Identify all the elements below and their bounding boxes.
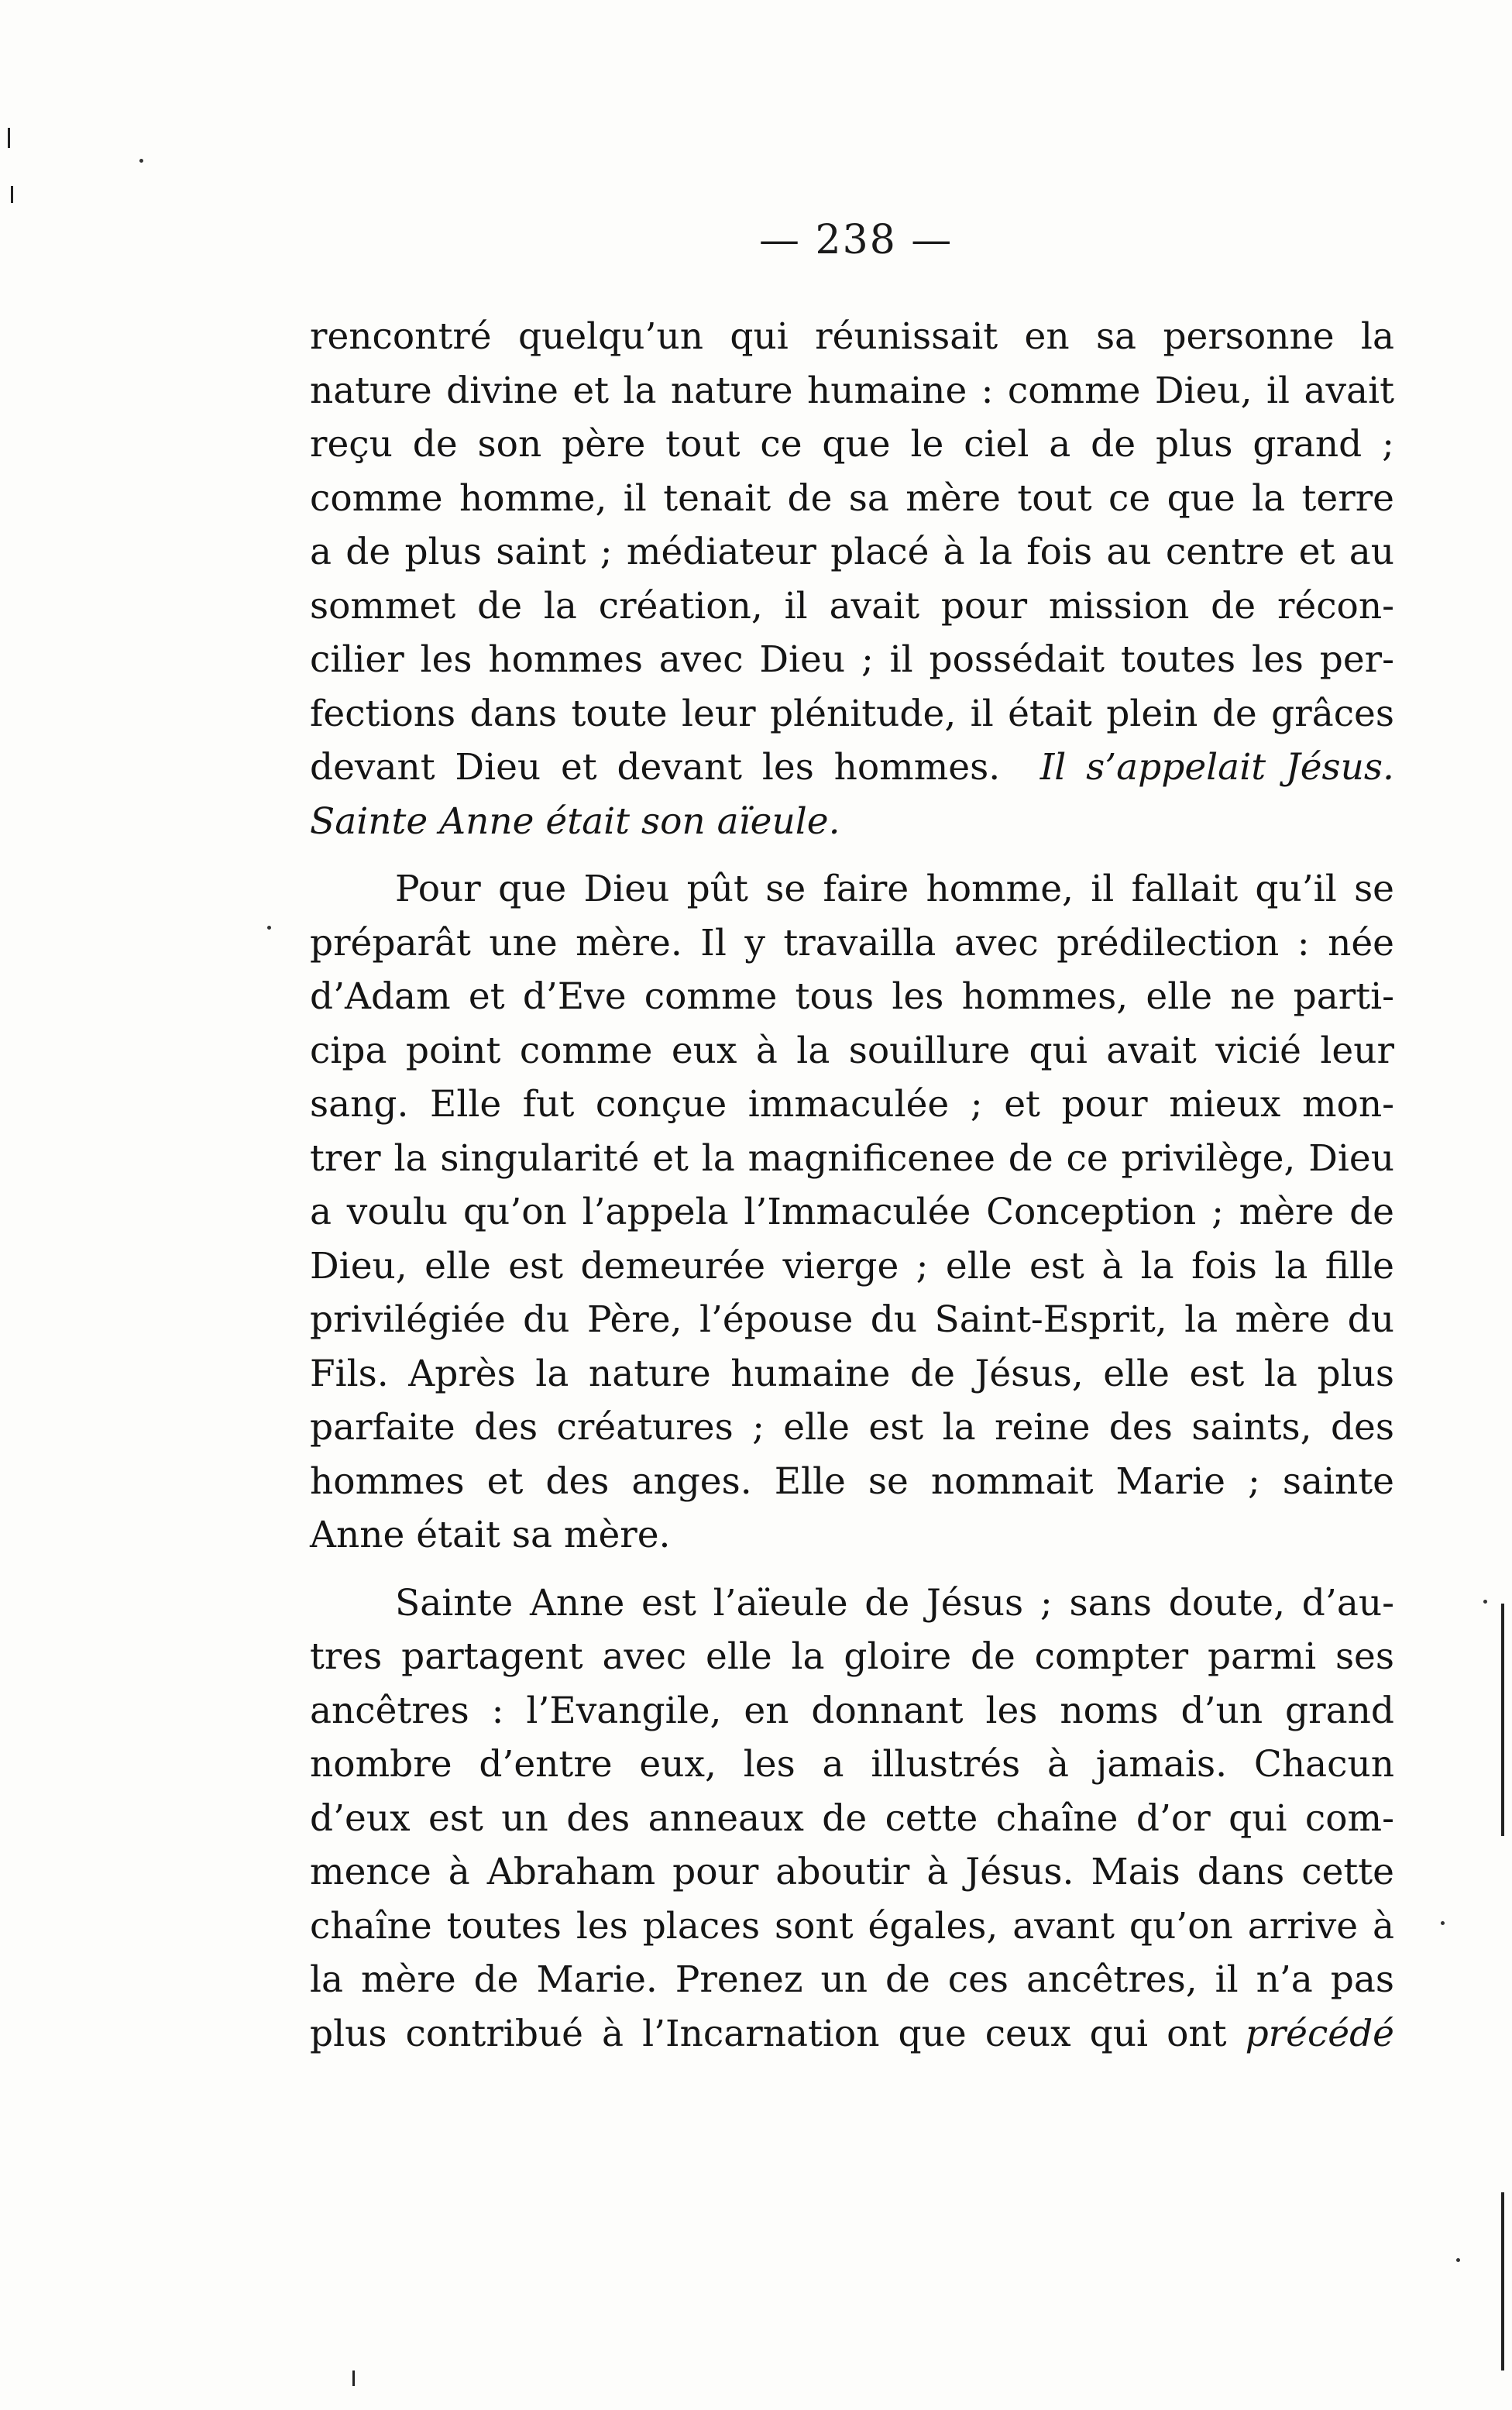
body-text: [310, 310, 1394, 2061]
text-line: Dieu, elle est demeurée vierge ; elle est à la fois la fille: [310, 1244, 1394, 1288]
margin-mark: [1501, 2192, 1504, 2370]
italic-span: Il s’appelait Jésus.: [1040, 746, 1394, 789]
italic-span: précédé: [1245, 2012, 1394, 2055]
text-line-mixed: [310, 741, 1394, 795]
text-line: cipa point comme eux à la souillure qui avait vicié leur: [310, 1029, 1394, 1072]
paragraph-3: [310, 1576, 1394, 2061]
italic-span: Sainte Anne était son aïeule.: [310, 799, 840, 843]
text-line: sommet de la création, il avait pour mission de récon-: [310, 584, 1394, 627]
text-line: trer la singularité et la magnificenee de ce privilège, Dieu: [310, 1136, 1394, 1180]
margin-mark: [352, 2370, 355, 2386]
text-line: la mère de Marie. Prenez un de ces ancêtres, il n’a pas: [310, 1958, 1394, 2001]
speck: [1456, 2258, 1460, 2262]
margin-mark: [8, 128, 10, 148]
margin-mark: [11, 186, 13, 203]
text-line: Pour que Dieu pût se faire homme, il fallait qu’il se: [395, 868, 1394, 910]
text-line: Sainte Anne est l’aïeule de Jésus ; sans doute, d’au-: [395, 1581, 1394, 1624]
speck: [1441, 1921, 1445, 1925]
text-line: d’Adam et d’Eve comme tous les hommes, elle ne parti-: [310, 975, 1394, 1018]
text-line: reçu de son père tout ce que le ciel a de plus grand ;: [310, 423, 1394, 466]
text-line-mixed: [310, 2007, 1394, 2061]
text-span: devant Dieu et devant les hommes.: [310, 746, 1001, 789]
text-line: tres partagent avec elle la gloire de compter parmi ses: [310, 1635, 1394, 1678]
text-line: mence à Abraham pour aboutir à Jésus. Mais dans cette: [310, 1851, 1394, 1893]
margin-mark: [1501, 1604, 1504, 1836]
text-line: sang. Elle fut conçue immaculée ; et pour mieux mon-: [310, 1083, 1394, 1126]
speck: [1483, 1600, 1487, 1604]
text-line: fections dans toute leur plénitude, il était plein de grâces: [310, 692, 1394, 735]
paragraph-1: [310, 310, 1394, 848]
text-line: rencontré quelqu’un qui réunissait en sa personne la: [310, 315, 1394, 358]
text-line: chaîne toutes les places sont égales, avant qu’on arrive à: [310, 1904, 1394, 1948]
text-line: ancêtres : l’Evangile, en donnant les noms d’un grand: [310, 1689, 1394, 1732]
text-line: comme homme, il tenait de sa mère tout ce que la terre: [310, 476, 1394, 520]
page-number: — 238 —: [759, 217, 954, 263]
speck: [267, 926, 271, 930]
text-line: hommes et des anges. Elle se nommait Marie ; sainte: [310, 1459, 1394, 1503]
text-line-italic: [310, 795, 1394, 849]
text-line: nombre d’entre eux, les a illustrés à jamais. Chacun: [310, 1743, 1394, 1786]
text-line: cilier les hommes avec Dieu ; il possédait toutes les per-: [310, 638, 1394, 681]
paragraph-2: [310, 862, 1394, 1563]
text-line: Anne était sa mère.: [310, 1514, 671, 1556]
text-span: plus contribué à l’Incarnation que ceux qui ont: [310, 2012, 1227, 2055]
text-line: a voulu qu’on l’appela l’Immaculée Conception ; mère de: [310, 1191, 1394, 1233]
text-line: d’eux est un des anneaux de cette chaîne d’or qui com-: [310, 1796, 1394, 1840]
text-line: nature divine et la nature humaine : comme Dieu, il avait: [310, 369, 1394, 412]
text-line: Fils. Après la nature humaine de Jésus, elle est la plus: [310, 1352, 1394, 1395]
text-line: préparât une mère. Il y travailla avec prédilection : née: [310, 921, 1394, 964]
text-line: parfaite des créatures ; elle est la reine des saints, des: [310, 1406, 1394, 1449]
text-line: privilégiée du Père, l’épouse du Saint-Esprit, la mère du: [310, 1298, 1394, 1341]
text-line: a de plus saint ; médiateur placé à la fois au centre et au: [310, 531, 1394, 573]
speck: [139, 159, 143, 163]
